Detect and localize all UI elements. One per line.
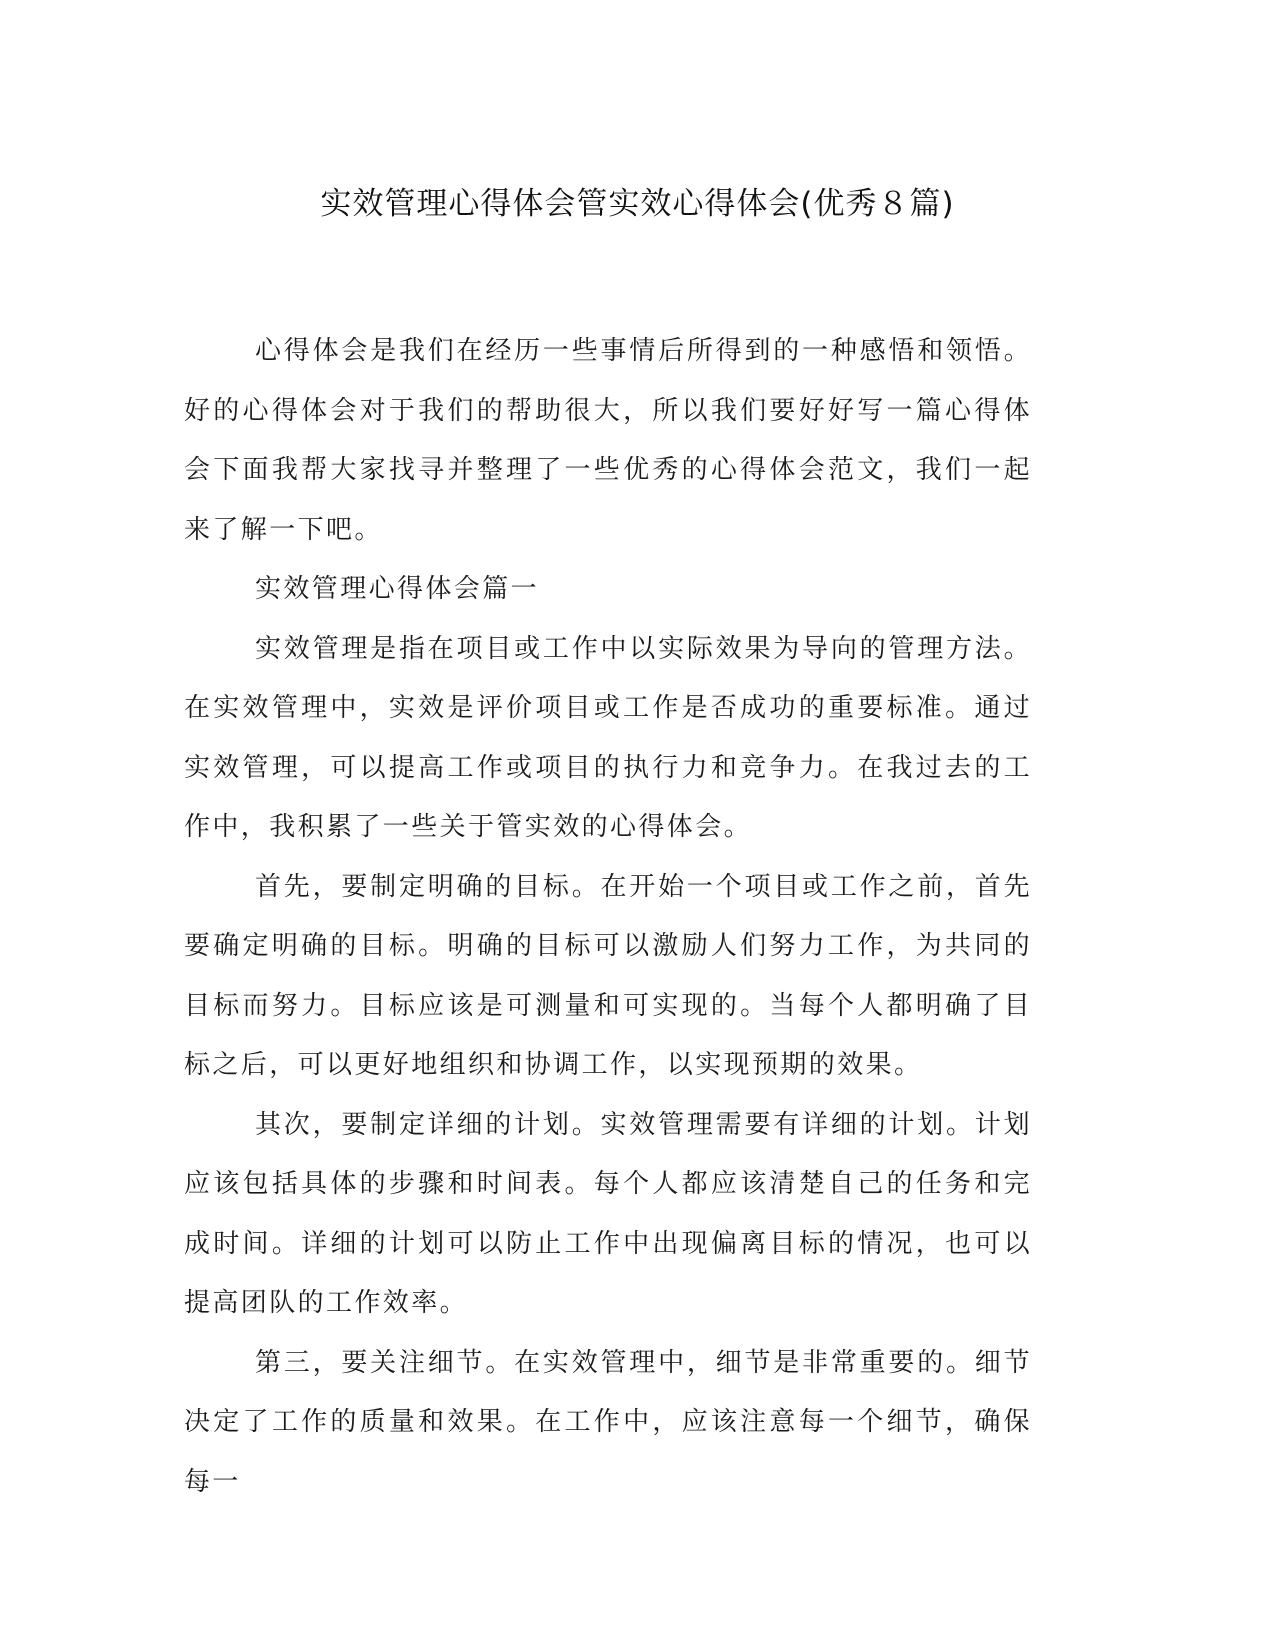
section-heading: 实效管理心得体会篇一 bbox=[255, 574, 540, 604]
body-paragraph: 首先，要制定明确的目标。在开始一个项目或工作之前，首先要确定明确的目标。明确的目标可以激励人们努力工作，为共同的目标而努力。目标应该是可测量和可实现的。当每个人都明确了目标之后，可以更好地组织和协调工作，以实现预期的效果。 bbox=[184, 871, 1032, 1080]
body-paragraph: 其次，要制定详细的计划。实效管理需要有详细的计划。计划应该包括具体的步骤和时间表。每个人都应该清楚自己的任务和完成时间。详细的计划可以防止工作中出现偏离目标的情况，也可以提高团队的工作效率。 bbox=[184, 1109, 1032, 1318]
body-paragraph: 实效管理是指在项目或工作中以实际效果为导向的管理方法。在实效管理中，实效是评价项目或工作是否成功的重要标准。通过实效管理，可以提高工作或项目的执行力和竞争力。在我过去的工作中，我积累了一些关于管实效的心得体会。 bbox=[184, 633, 1032, 842]
document-body bbox=[184, 322, 1032, 1512]
body-paragraph: 第三，要关注细节。在实效管理中，细节是非常重要的。细节决定了工作的质量和效果。在工作中，应该注意每一个细节，确保每一 bbox=[184, 1347, 1032, 1497]
document-title: 实效管理心得体会管实效心得体会(优秀８篇) bbox=[320, 186, 955, 222]
intro-paragraph: 心得体会是我们在经历一些事情后所得到的一种感悟和领悟。好的心得体会对于我们的帮助很大，所以我们要好好写一篇心得体会下面我帮大家找寻并整理了一些优秀的心得体会范文，我们一起来了解一下吧。 bbox=[184, 336, 1032, 545]
